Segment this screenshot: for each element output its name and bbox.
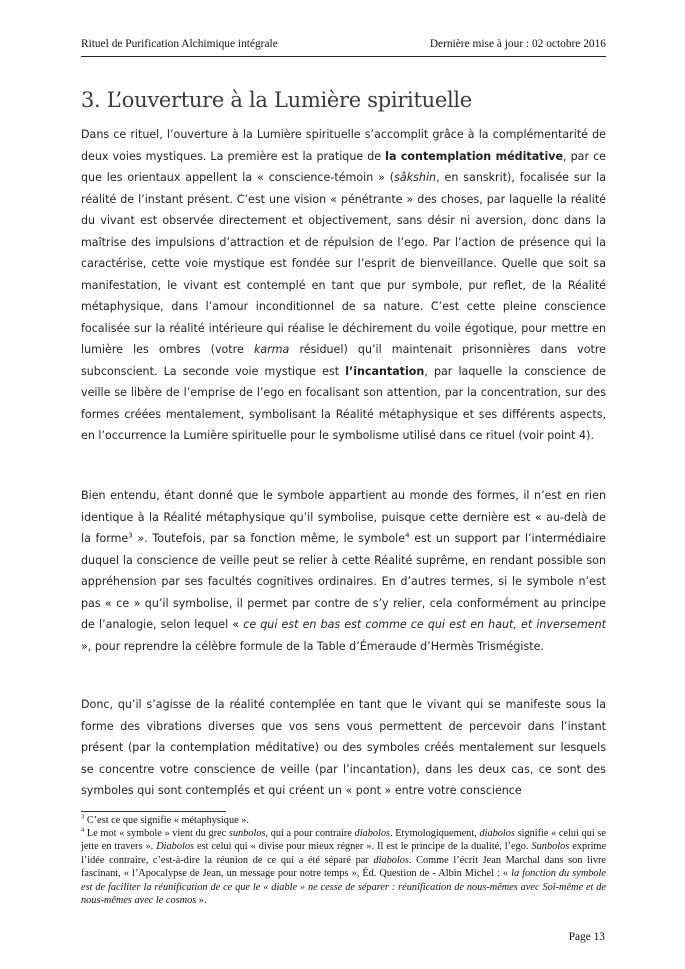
footnote-4: $^4$ Le mot « symbole » vient du grec sunbolos, qui a pour contraire diabolos. Etymologiquement, diabolos signifie « celui qui se jette en travers ». Diabolos est celui qui « divise pour mieux régner ». Il est le principe de la dualité, l’ego. Sunbolos exprime l’idée contraire, c’est-à-dire la réunion de ce qui a été séparé par diabolos. Comme l’écrit Jean Marchal dans son livre fascinant, « l’Apocalypse de Jean, un message pour notre temps », Éd. Question de - Albin Michel : « la fonction du symbole est de faciliter la réunification de ce que le « diable » ne cesse de séparer : réunification de nous-mêmes avec Soi-même et de nous-mêmes avec le cosmos ».: [81, 826, 607, 907]
paragraph-2: Bien entendu, étant donné que le symbole appartient au monde des formes, il n’est en rien identique à la Réalité métaphysique qu’il symbolise, puisque cette dernière est « au-delà de la forme$^3$ ». Toutefois, par sa fonction même, le symbole$^4$ est un support par l’intermédiaire duquel la conscience de veille peut se relier à cette Réalité suprême, en rendant possible son appréhension par ses facultés cognitives ordinaires. En d’autres termes, si le symbole n’est pas « ce » qu’il symbolise, il permet par contre de s’y relier, cela conformément au principe de l’analogie, selon lequel « ce qui est en bas est comme ce qui est en haut, et inversement », pour reprendre la célèbre formule de la Table d’Émeraude d’Hermès Trismégiste.: [81, 489, 607, 653]
paragraph-1: Dans ce rituel, l’ouverture à la Lumière spirituelle s’accomplit grâce à la complémentarité de deux voies mystiques. La première est la pratique de la contemplation méditative, par ce que les orientaux appellent la « conscience-témoin » (sâkshin, en sanskrit), focalisée sur la réalité de l’instant présent. C’est une vision « pénétrante » des choses, par laquelle la réalité du vivant est observée directement et objectivement, sans désir ni aversion, donc dans la maîtrise des impulsions d’attraction et de répulsion de l’ego. Par l’action de présence qui la caractérise, cette voie mystique est fondée sur l’esprit de bienveillance. Quelle que soit sa manifestation, le vivant est contemplé en tant que pur symbole, pur reflet, de la Réalité métaphysique, dans l’amour inconditionnel de sa nature. C’est cette pleine conscience focalisée sur la réalité intérieure qui réalise le déchirement du voile égotique, pour mettre en lumière les ombres (votre karma résiduel) qu’il maintenait prisonnières dans votre subconscient. La seconde voie mystique est l’incantation, par laquelle la conscience de veille se libère de l’emprise de l’ego en focalisant son attention, par la concentration, sur des formes créées mentalement, symbolisant la Réalité métaphysique et ses différents aspects, en l’occurrence la Lumière spirituelle pour le symbolisme utilisé dans ce rituel (voir point 4).: [81, 128, 607, 442]
hermetic-quote: ce qui est en bas est comme ce qui est en haut, et inversement: [243, 618, 607, 631]
page-header: [81, 38, 606, 57]
footnote-quote: la fonction du symbole est de faciliter la réunification de ce que le « diable » ne cesse de séparer : réunification de nous-mêmes avec Soi-même et de nous-mêmes avec le cosmos: [81, 868, 606, 907]
footnote-number: 4: [81, 826, 85, 834]
term-sakshin: sâkshin: [394, 171, 437, 184]
emphasis-incantation: l’incantation: [345, 364, 425, 378]
footnote-3: $^3$ C’est ce que signifie « métaphysique ».: [81, 813, 249, 826]
footnote-separator: [81, 811, 226, 812]
emphasis-contemplation: la contemplation méditative: [385, 149, 564, 163]
term-karma: karma: [253, 343, 290, 356]
paragraph-3: Donc, qu’il s’agisse de la réalité contemplée en tant que le vivant qui se manifeste sous la forme des vibrations diverses que vos sens vous permettent de percevoir dans l’instant présent (par la contemplation méditative) ou des symboles créés mentalement sur lesquels se concentre votre conscience de veille (par l’incantation), dans les deux cas, ce sont des symboles qui sont contemplés et qui créent un « pont » entre votre conscience: [81, 698, 606, 797]
header-document-title: Rituel de Purification Alchimique intégrale: [81, 38, 278, 50]
section-title: 3. L’ouverture à la Lumière spirituelle: [81, 88, 472, 112]
page-number: Page 13: [568, 931, 605, 943]
header-last-updated: Dernière mise à jour : 02 octobre 2016: [429, 38, 606, 50]
footnote-number: 3: [81, 813, 85, 821]
footnote-ref-4[interactable]: 4: [405, 531, 410, 540]
footnote-ref-3[interactable]: 3: [128, 531, 133, 540]
